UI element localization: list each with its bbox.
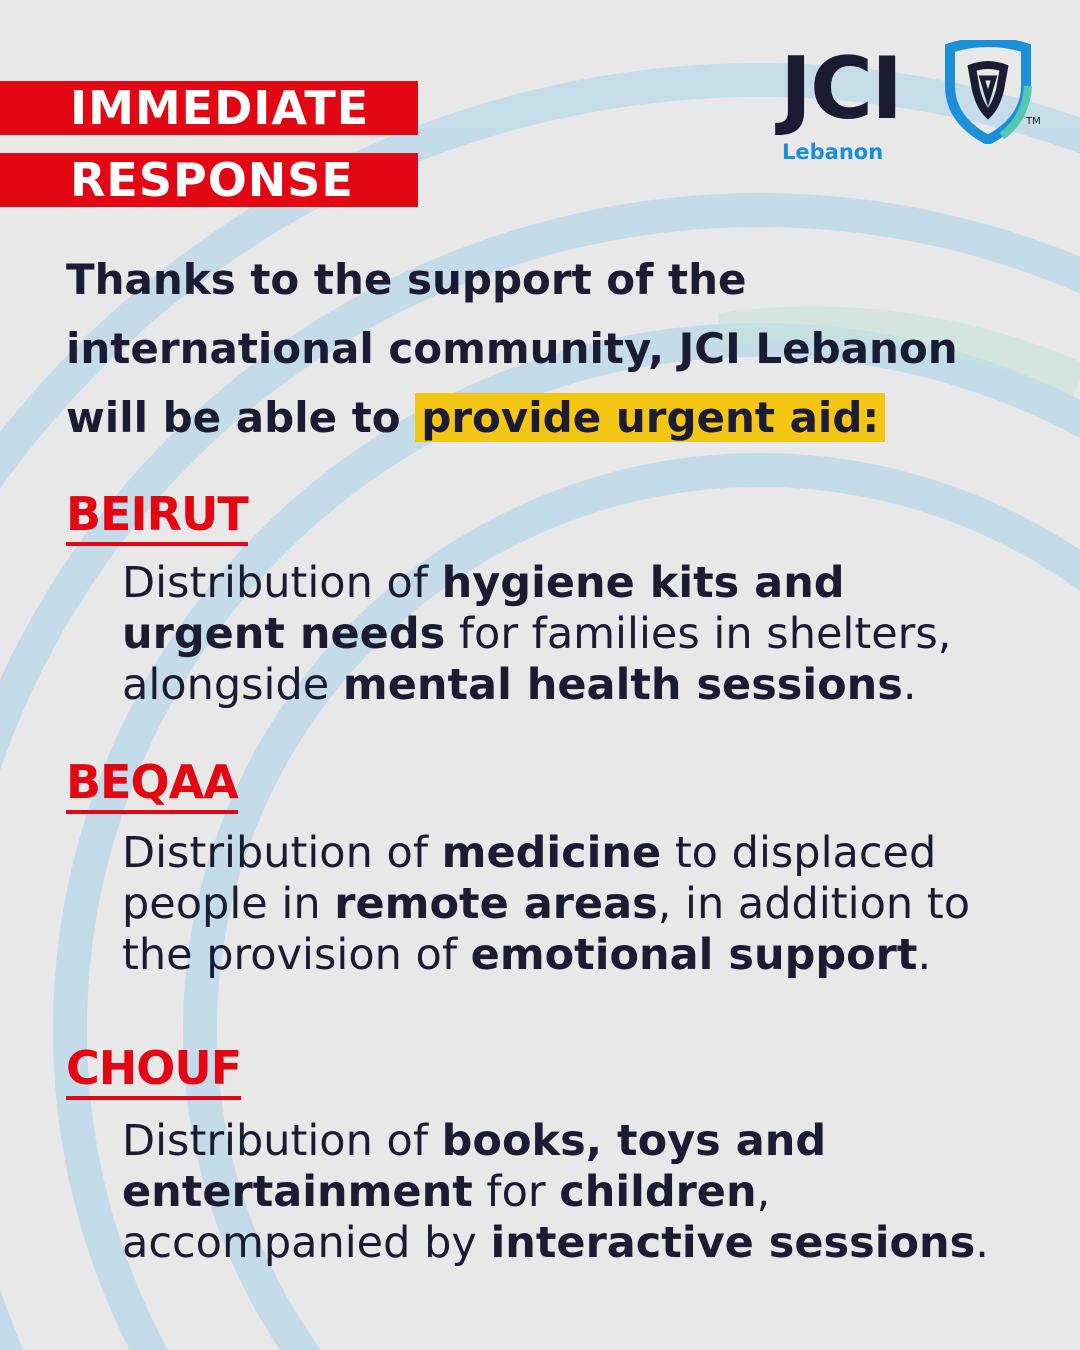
region-desc-text: , in addition to the provision of: [122, 879, 970, 980]
region-desc-emphasis: remote areas: [334, 879, 658, 929]
region-desc-emphasis: books, toys and entertainment: [122, 1116, 827, 1217]
region-desc-text: to displaced people in: [122, 828, 937, 929]
intro-line-1: Thanks to the support of the: [66, 255, 747, 304]
region-title-chouf: CHOUF: [66, 1042, 241, 1100]
intro-paragraph: [66, 245, 1036, 452]
logo-trademark: TM: [1026, 116, 1041, 127]
tag-response: [0, 153, 418, 207]
region-desc-text: for families in shelters, alongside: [122, 609, 952, 710]
region-desc-text: Distribution of: [122, 1116, 442, 1166]
region-desc-text: Distribution of: [122, 558, 442, 608]
region-desc-text: for: [472, 1167, 560, 1217]
region-desc-chouf: [122, 1116, 1022, 1269]
intro-line-3-text: will be able to: [66, 393, 416, 442]
region-desc-text: Distribution of: [122, 828, 442, 878]
region-desc-emphasis: mental health sessions: [342, 660, 903, 710]
region-desc-text: .: [917, 930, 932, 980]
intro-line-3: [66, 383, 1036, 452]
region-desc-emphasis: medicine: [441, 828, 662, 878]
region-desc-text: .: [975, 1218, 989, 1268]
region-desc-beirut: [122, 558, 1022, 711]
region-desc-emphasis: emotional support: [470, 930, 918, 980]
region-title-beirut: BEIRUT: [66, 488, 248, 546]
tag-immediate: [0, 81, 418, 135]
intro-line-2: international community, JCI Lebanon: [66, 324, 958, 373]
logo-wordmark: JCI: [780, 39, 902, 139]
shield-icon: [942, 40, 1034, 144]
region-desc-text: , accompanied by: [122, 1167, 771, 1268]
region-desc-emphasis: hygiene kits and urgent needs: [122, 558, 845, 659]
region-title-beqaa: BEQAA: [66, 756, 238, 814]
region-desc-emphasis: interactive sessions: [490, 1218, 976, 1268]
tag-immediate-label: IMMEDIATE: [70, 81, 370, 135]
region-desc-emphasis: children: [559, 1167, 757, 1217]
region-desc-beqaa: [122, 828, 1022, 981]
jci-logo: [780, 40, 1050, 170]
tag-response-label: RESPONSE: [70, 153, 354, 207]
intro-highlight: provide urgent aid:: [415, 393, 885, 442]
logo-subtitle: Lebanon: [782, 140, 884, 164]
region-desc-text: .: [902, 660, 917, 710]
